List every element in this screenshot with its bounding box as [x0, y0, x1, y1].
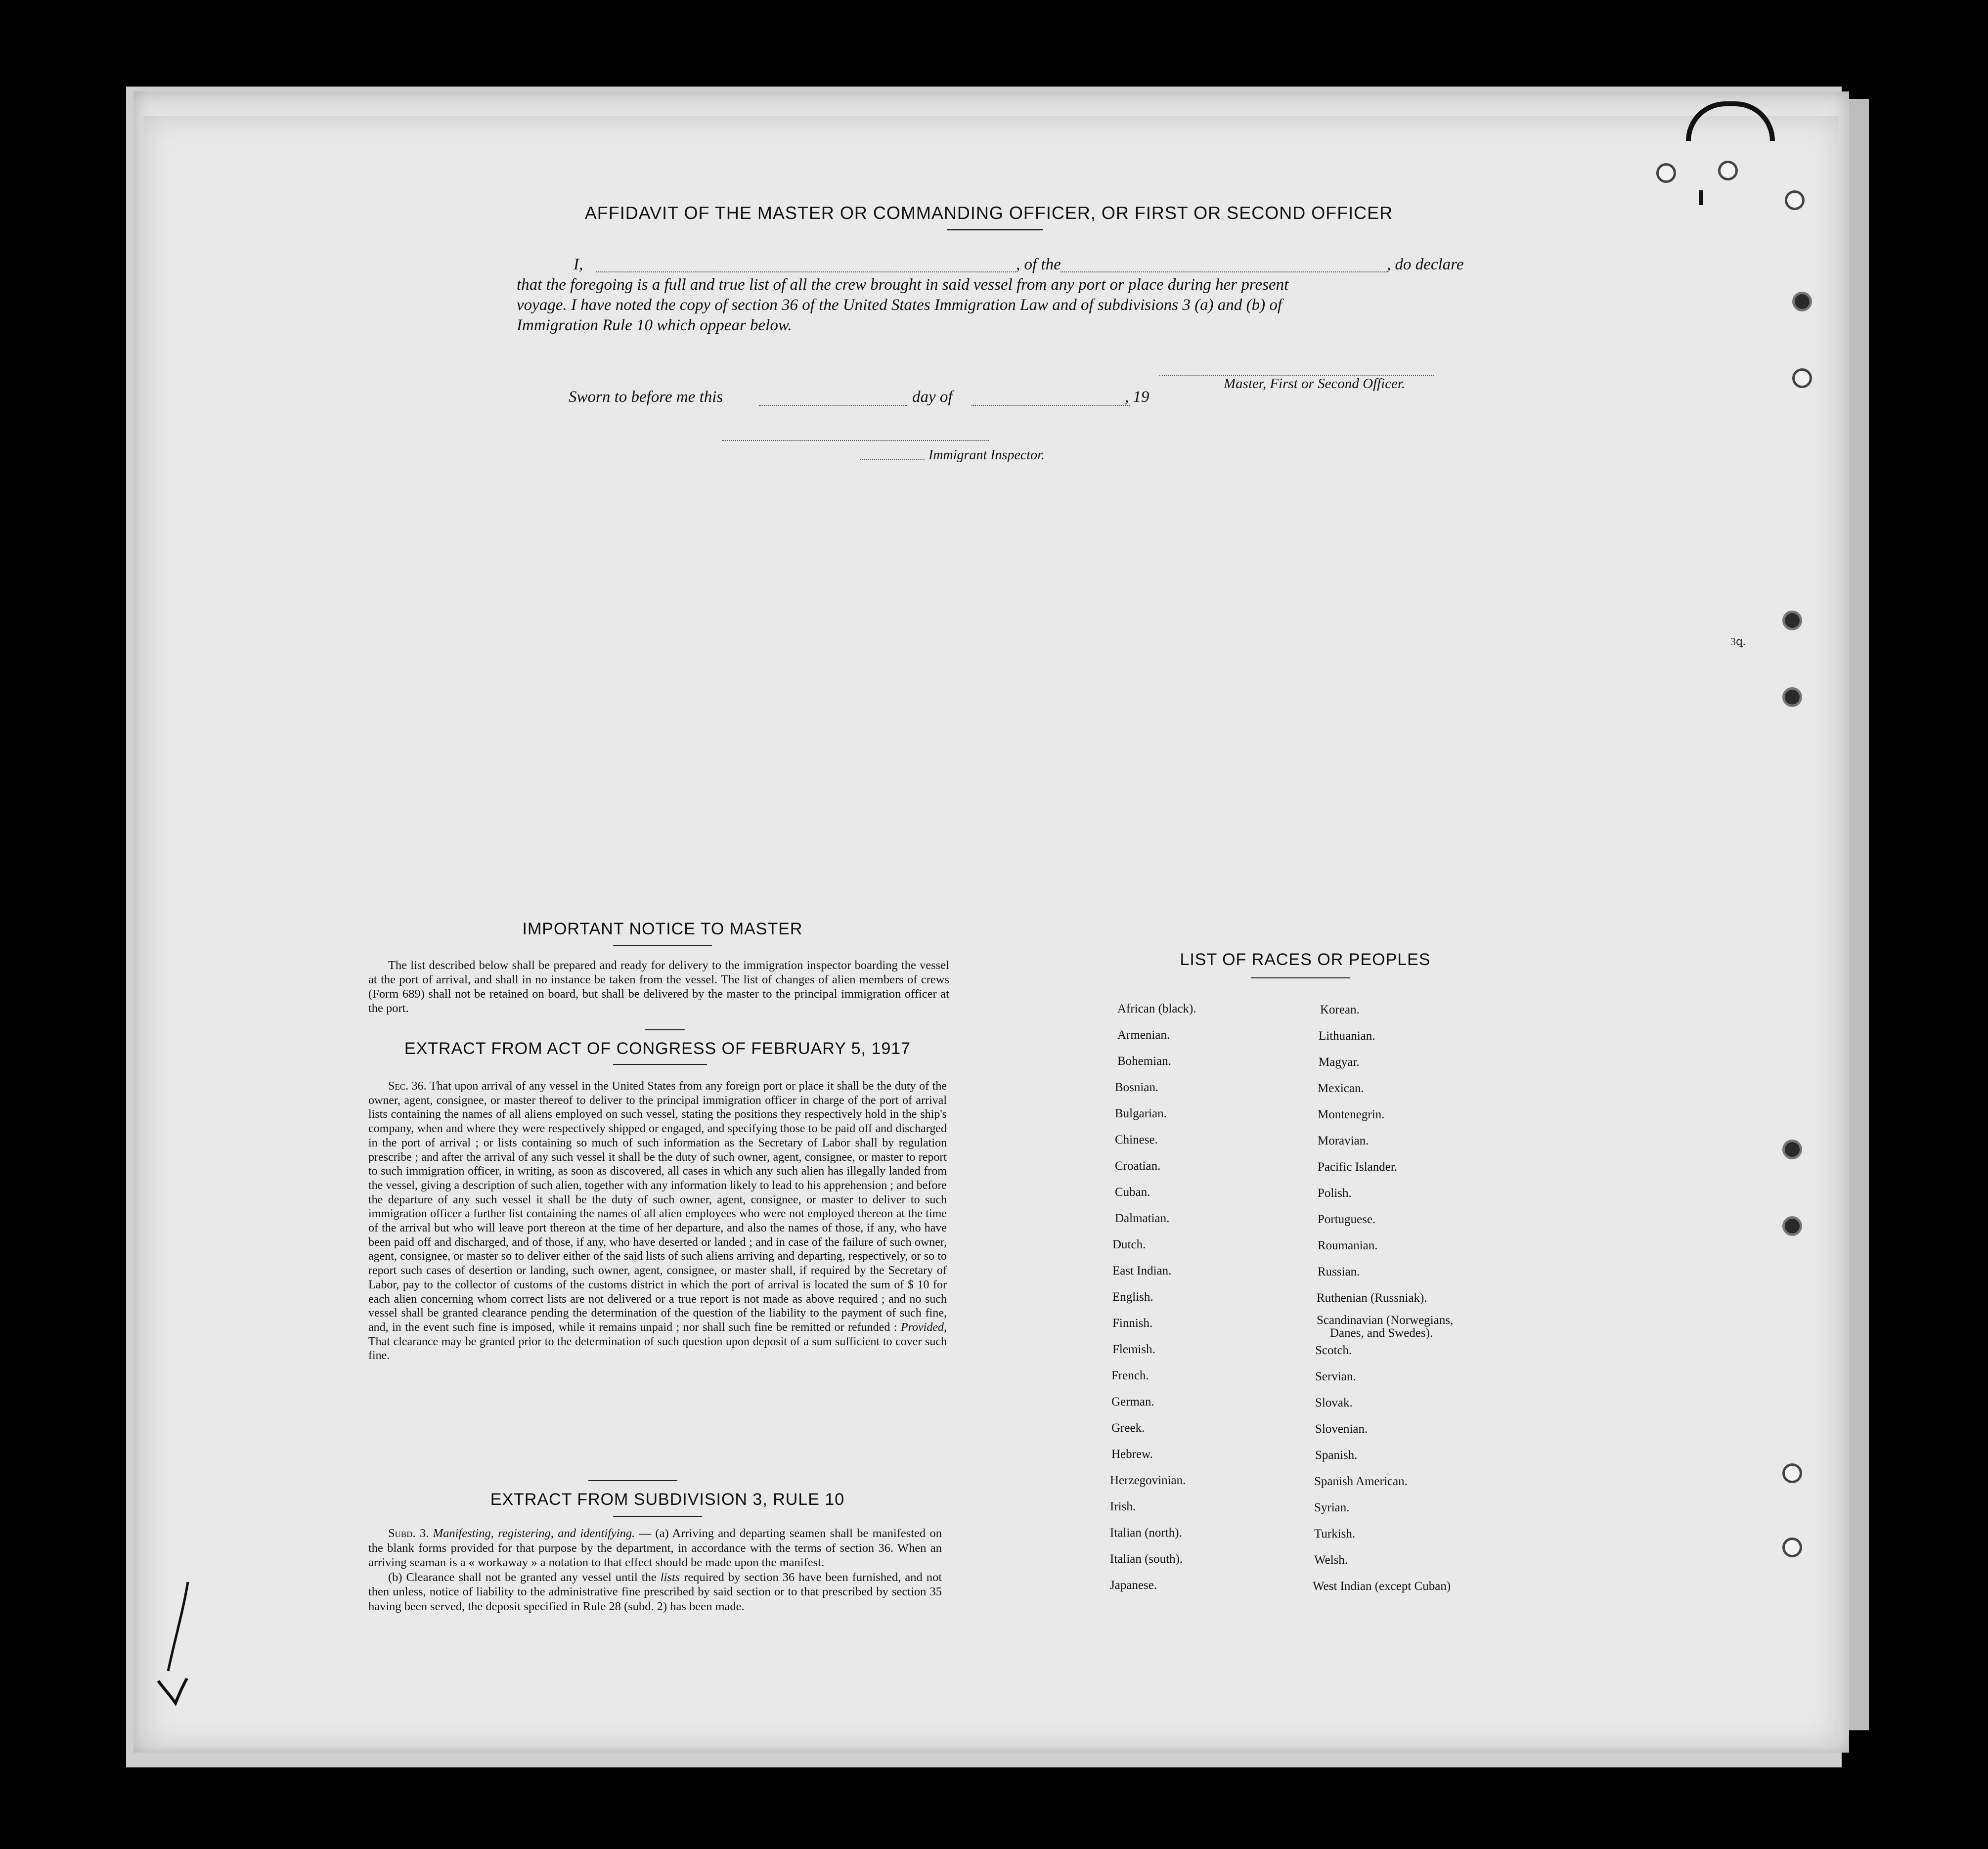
- race-item: Greek.: [1111, 1421, 1145, 1435]
- race-item: Syrian.: [1314, 1501, 1350, 1514]
- section-divider: [588, 1480, 677, 1481]
- month-blank[interactable]: [972, 405, 1130, 406]
- race-item: Pacific Islander.: [1318, 1160, 1398, 1174]
- races-right-column: [1313, 1003, 1510, 1606]
- act-title: EXTRACT FROM ACT OF CONGRESS OF FEBRUARY 5, 1917: [404, 1039, 911, 1058]
- title-underline: [947, 229, 1043, 230]
- affidavit-line-2: that the foregoing is a full and true list of all the crew brought in said vessel from any port or place during her present: [517, 276, 1289, 294]
- ink-mark: [1699, 190, 1703, 205]
- race-item: Bohemian.: [1117, 1055, 1172, 1068]
- race-item: Danes, and Swedes).: [1330, 1326, 1433, 1340]
- race-item: Scandinavian (Norwegians,: [1317, 1314, 1454, 1327]
- race-item: German.: [1111, 1395, 1154, 1409]
- notice-title: IMPORTANT NOTICE TO MASTER: [522, 920, 803, 938]
- race-item: Flemish.: [1112, 1343, 1155, 1356]
- race-item: Korean.: [1320, 1003, 1360, 1016]
- subd-label: Subd. 3.: [388, 1527, 429, 1540]
- punch-hole: [1782, 1463, 1802, 1483]
- inspector-label: Immigrant Inspector.: [928, 447, 1045, 463]
- act-paragraph: [368, 1079, 947, 1363]
- race-item: Cuban.: [1115, 1186, 1150, 1199]
- master-signature-label: Master, First or Second Officer.: [1224, 376, 1406, 392]
- punch-hole: [1792, 292, 1812, 311]
- race-item: Spanish American.: [1314, 1475, 1408, 1488]
- race-item: Spanish.: [1315, 1449, 1358, 1462]
- act-text: That upon arrival of any vessel in the United States from any foreign port or place it shall be the duty of the owner, agent, consignee, or master thereof to deliver to the principal immigration officer in charge of the port of arrival lists containing the names of all aliens employed on such vessel, stating the positions they respectively hold in the ship's company, when and where they were respectively shipped or engaged, and specifying those to be paid off and discharged in the port of arrival ; or lists containing so much of such information as the Secretary of Labor shall by regulation prescribe ; and after the arrival of any such vessel it shall be the duty of such owner, agent, consignee, or master to report to such immigration officer, in writing, as soon as discovered, all cases in which any such alien has illegally landed from the vessel, giving a description of such alien, together with any information likely to lead to his apprehension ; and before the departure of any such vessel it shall be the duty of such owner, agent, consignee, or master to deliver to such immigration officer a further list containing the names of all alien employees who were not employed thereon at the time of the arrival but who will leave port thereon at the time of her departure, and also the names of those, if any, who have been paid off and discharged, and of those, if any, who have deserted or landed ; and in case of the failure of such owner, agent, consignee, or master so to deliver either of the said lists of such aliens arriving and departing, respectively, or so to report such cases of desertion or landing, such owner, agent, consignee, or master shall, if required by the Secretary of Labor, pay to the collector of customs of the customs district in which the port of arrival is located the sum of $ 10 for each alien concerning whom correct lists are not delivered or a true report is not made as above required ; and no such vessel shall be granted clearance pending the determination of the question of the liability to the payment of such fine, and, in the event such fine is imposed, while it remains unpaid ; nor shall such fine be remitted or refunded :: [368, 1080, 947, 1334]
- para-b-prefix: (b) Clearance shall not be granted any vessel until the: [388, 1570, 657, 1584]
- title-underline: [1251, 977, 1350, 978]
- page-edge-strip: [1849, 99, 1869, 1730]
- race-item: Slovak.: [1315, 1396, 1353, 1409]
- race-item: Hebrew.: [1111, 1448, 1153, 1461]
- race-item: Ruthenian (Russniak).: [1317, 1291, 1427, 1305]
- race-item: Bulgarian.: [1115, 1107, 1167, 1120]
- punch-hole: [1782, 687, 1802, 707]
- notice-paragraph: [368, 958, 949, 1015]
- handwritten-check-mark: [148, 1572, 208, 1711]
- subd-heading: Manifesting, registering, and identifying.: [433, 1527, 635, 1540]
- race-item: English.: [1112, 1290, 1153, 1304]
- document-page: [143, 116, 1839, 1748]
- race-item: Russian.: [1318, 1265, 1360, 1278]
- punch-hole: [1718, 161, 1738, 180]
- race-item: Bosnian.: [1115, 1081, 1159, 1094]
- race-item: French.: [1111, 1369, 1149, 1382]
- margin-annotation: 3ꝗ.: [1730, 635, 1746, 648]
- race-item: Irish.: [1110, 1500, 1136, 1513]
- affidavit-declare: , do declare: [1387, 256, 1464, 273]
- sworn-day-of: day of: [912, 388, 953, 406]
- race-item: Chinese.: [1115, 1133, 1158, 1146]
- race-item: Mexican.: [1318, 1082, 1364, 1095]
- race-item: Italian (south).: [1110, 1552, 1183, 1566]
- title-underline: [613, 945, 712, 946]
- affidavit-of-the: , of the: [1016, 256, 1061, 273]
- race-item: Magyar.: [1319, 1056, 1360, 1069]
- punch-hole: [1782, 1538, 1802, 1557]
- race-item: East Indian.: [1112, 1264, 1172, 1277]
- punch-hole: [1656, 163, 1676, 183]
- punch-hole: [1782, 1216, 1802, 1236]
- sworn-prefix: Sworn to before me this: [569, 388, 723, 406]
- race-item: Croatian.: [1115, 1159, 1161, 1173]
- notice-text: The list described below shall be prepared and ready for delivery to the immigration inspector boarding the vessel at the port of arrival, and shall in no instance be taken from the vessel. The list of changes of alien members of crews (Form 689) shall not be retained on board, but shall be delivered by the master to the principal immigration officer at the port.: [368, 959, 949, 1015]
- punch-hole: [1782, 611, 1802, 630]
- race-item: Lithuanian.: [1319, 1029, 1375, 1043]
- sworn-year: , 19: [1125, 388, 1149, 406]
- race-item: Servian.: [1315, 1370, 1356, 1383]
- race-item: Italian (north).: [1110, 1526, 1182, 1540]
- race-item: Scotch.: [1315, 1344, 1352, 1357]
- para-b-rest: required by section 36 have been furnished, and not then unless, notice of liability to the administrative fine prescribed by said section or to that prescribed by section 35 having been served, the deposit specified in Rule 28 (subd. 2) has been made.: [368, 1570, 942, 1613]
- vessel-blank[interactable]: [1060, 271, 1387, 272]
- race-item: Polish.: [1318, 1187, 1352, 1200]
- para-b-lists: lists: [660, 1570, 680, 1584]
- race-item: African (black).: [1117, 1002, 1196, 1015]
- affidavit-line-4: Immigration Rule 10 which oppear below.: [517, 316, 792, 334]
- name-blank[interactable]: [596, 271, 1016, 272]
- affidavit-i: I,: [574, 256, 583, 273]
- race-item: Finnish.: [1112, 1317, 1153, 1330]
- race-item: Herzegovinian.: [1110, 1474, 1186, 1487]
- race-item: Dalmatian.: [1115, 1212, 1170, 1225]
- punch-hole: [1792, 368, 1812, 388]
- race-item: Turkish.: [1314, 1527, 1356, 1541]
- rule-title: EXTRACT FROM SUBDIVISION 3, RULE 10: [490, 1490, 845, 1509]
- inspector-signature-blank-short[interactable]: [860, 459, 925, 460]
- punch-hole: [1785, 190, 1805, 210]
- race-item: Armenian.: [1117, 1028, 1170, 1042]
- race-item: Roumanian.: [1318, 1239, 1378, 1252]
- race-item: Japanese.: [1110, 1579, 1157, 1592]
- para-a: — (a) Arriving and departing seamen shall be manifested on the blank forms provided for that purpose by the department, in accordance with the terms of section 36. When an arriving seaman is a « workaway » a notation to that effect should be made upon the manifest.: [368, 1527, 942, 1569]
- affidavit-body: [517, 255, 1466, 336]
- affidavit-line-3: voyage. I have noted the copy of section 36 of the United States Immigration Law and of subdivisions 3 (a) and (b) of: [517, 296, 1282, 314]
- races-title: LIST OF RACES OR PEOPLES: [1180, 950, 1431, 969]
- punch-hole: [1782, 1140, 1802, 1159]
- inspector-signature-blank[interactable]: [722, 440, 989, 441]
- race-item: West Indian (except Cuban): [1313, 1580, 1451, 1593]
- title-underline: [613, 1516, 702, 1517]
- affidavit-title: AFFIDAVIT OF THE MASTER OR COMMANDING OFFICER, OR FIRST OR SECOND OFFICER: [584, 203, 1393, 223]
- act-text-end: That clearance may be granted prior to the determination of such question upon deposit of a sum sufficient to cover such fine.: [368, 1335, 947, 1363]
- race-item: Portuguese.: [1318, 1213, 1376, 1226]
- race-item: Dutch.: [1112, 1238, 1146, 1251]
- race-item: Slovenian.: [1315, 1422, 1368, 1436]
- rule-paragraphs: [368, 1526, 942, 1614]
- sworn-line: [569, 388, 1211, 409]
- day-blank[interactable]: [759, 405, 907, 406]
- provided-label: Provided,: [900, 1321, 947, 1334]
- race-item: Moravian.: [1318, 1134, 1369, 1147]
- title-underline: [613, 1064, 707, 1065]
- race-item: Welsh.: [1314, 1553, 1348, 1567]
- races-left-column: [1107, 1002, 1345, 1605]
- section-divider: [645, 1029, 685, 1030]
- race-item: Montenegrin.: [1318, 1108, 1385, 1121]
- section-label: Sec. 36.: [388, 1080, 427, 1093]
